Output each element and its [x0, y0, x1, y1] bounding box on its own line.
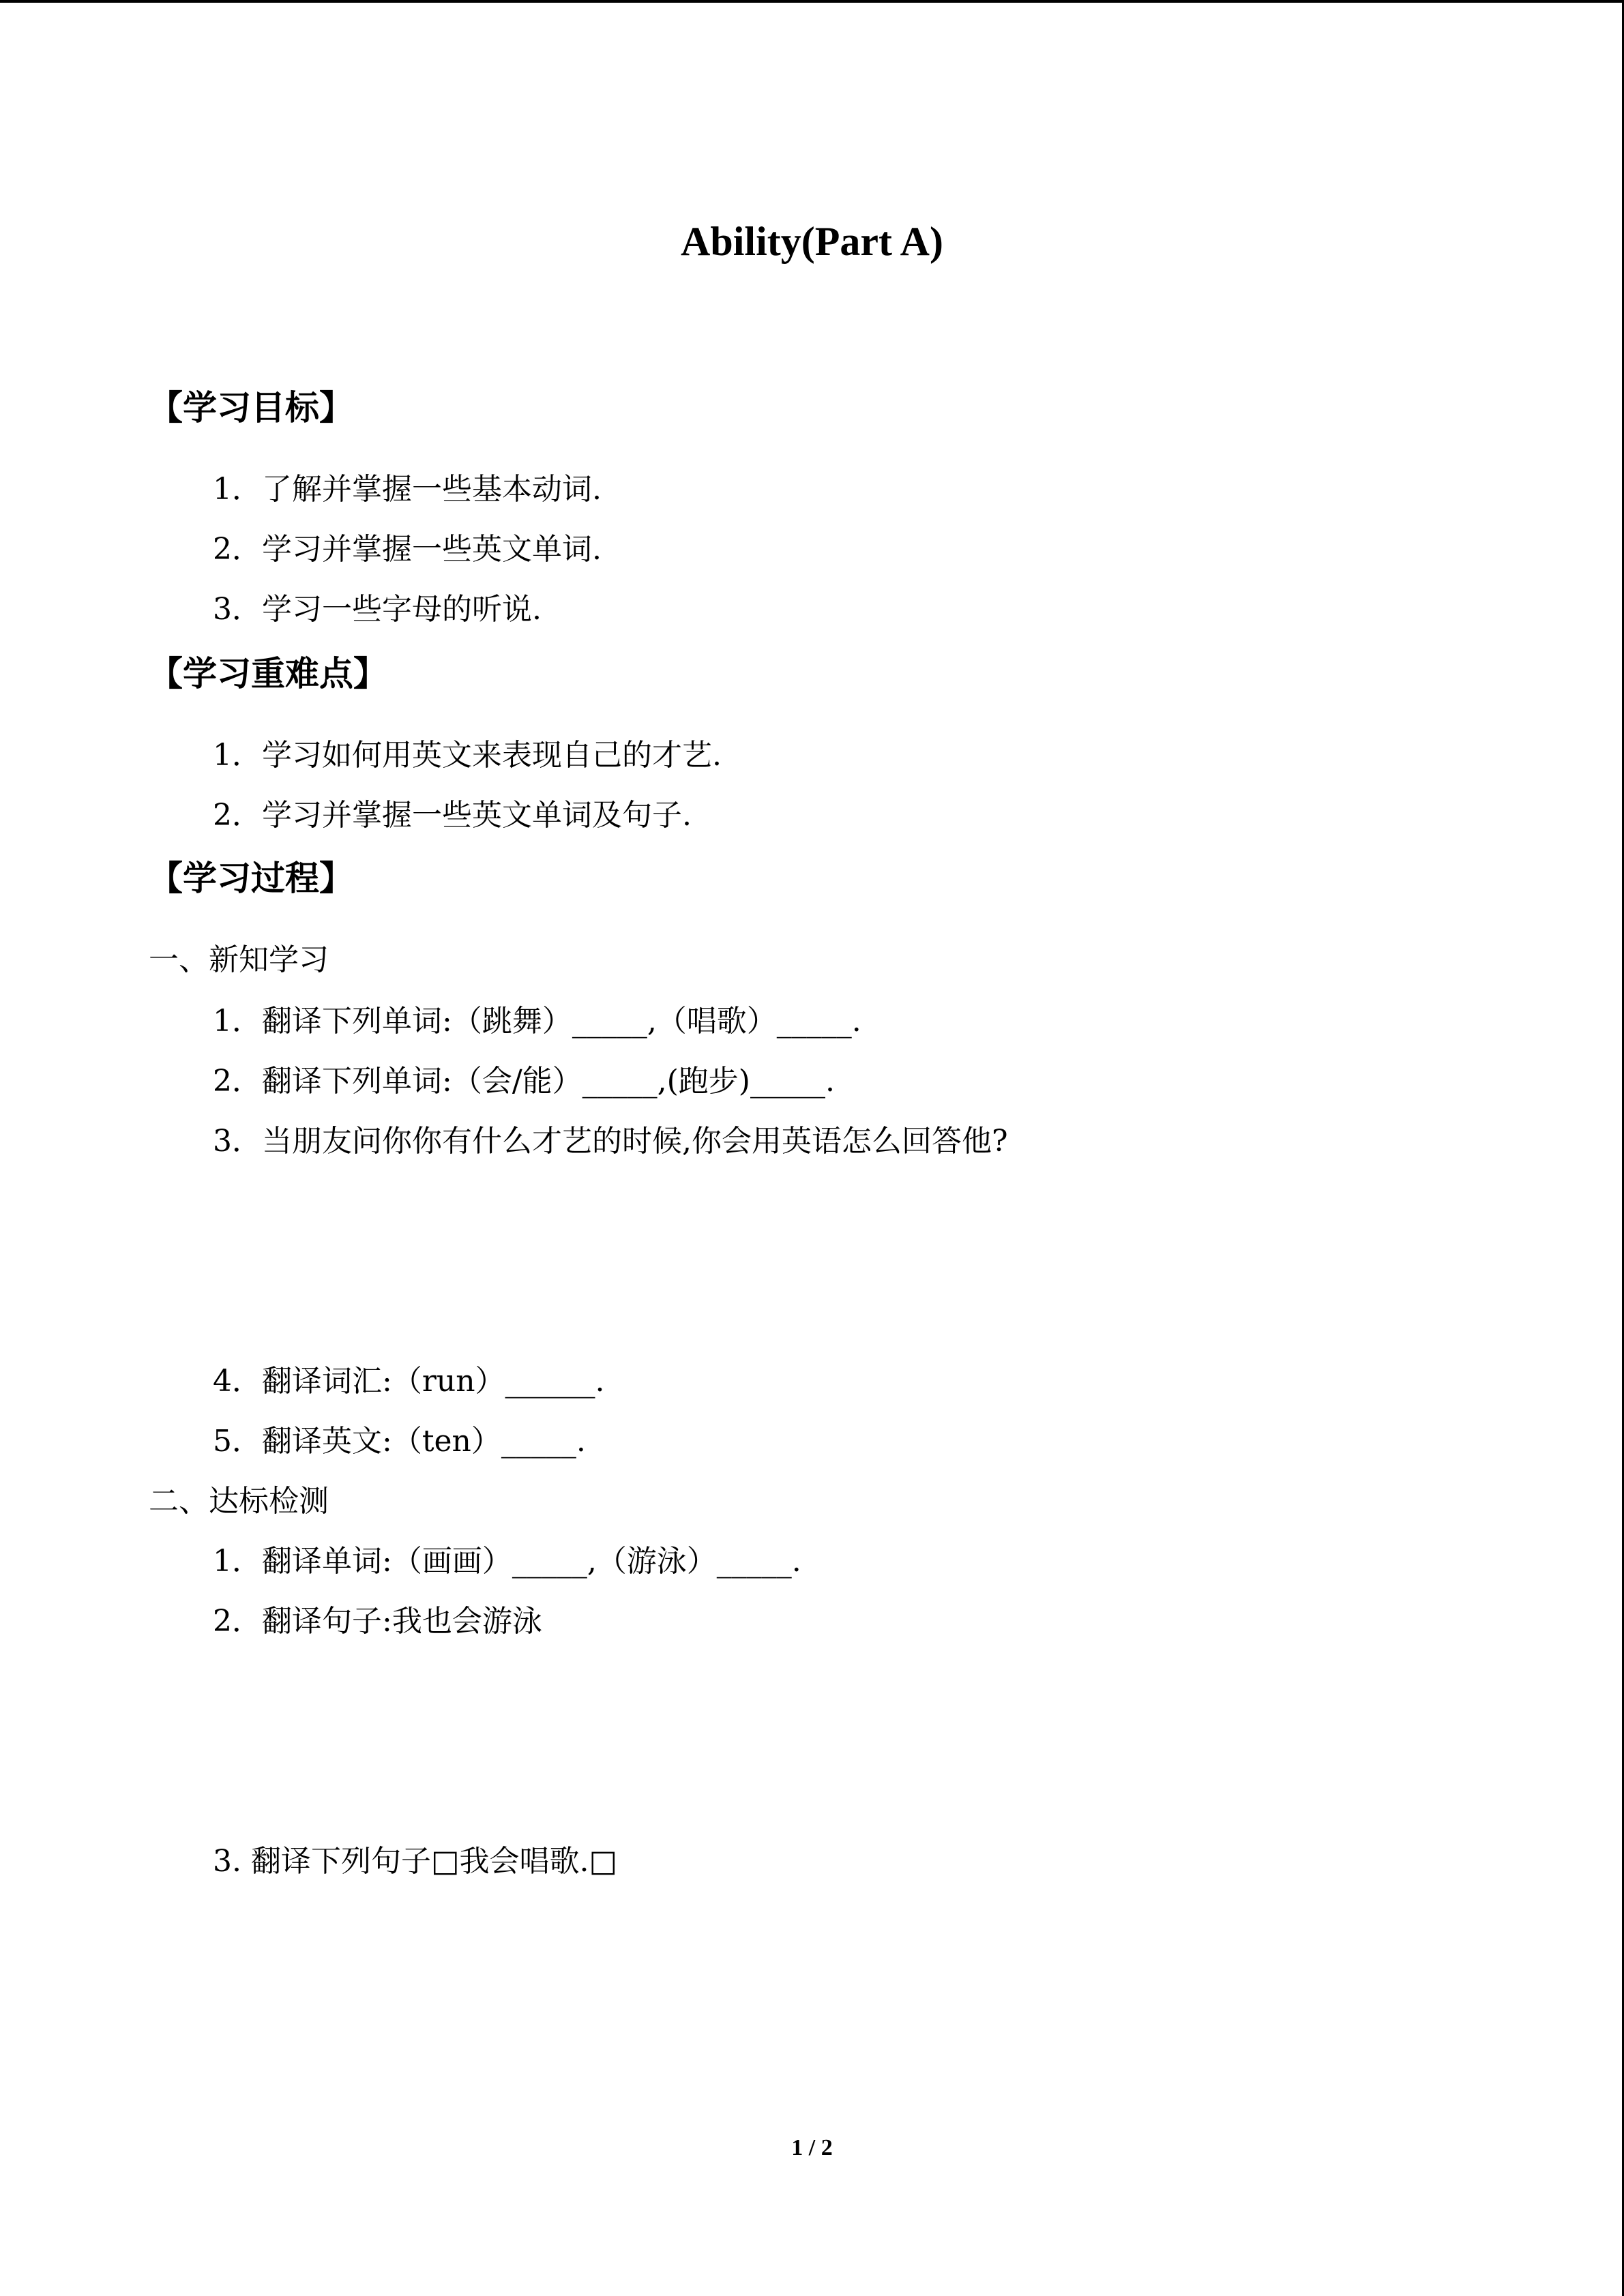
new-knowledge-item-1: 1．翻译下列单词:（跳舞）_____,（唱歌）_____.	[213, 1004, 861, 1039]
objective-item-1: 1．了解并掌握一些基本动词.	[213, 472, 602, 507]
section-heading-key-points: 【学习重难点】	[149, 654, 387, 694]
key-point-item-2: 2．学习并掌握一些英文单词及句子.	[213, 798, 692, 833]
assessment-item-1: 1．翻译单词:（画画）_____,（游泳）_____.	[213, 1544, 801, 1579]
new-knowledge-item-3: 3．当朋友问你你有什么才艺的时候,你会用英语怎么回答他?	[213, 1124, 1008, 1159]
subsection-assessment: 二、达标检测	[149, 1484, 329, 1519]
assessment-item-3: 3. 翻译下列句子□我会唱歌.□	[213, 1844, 618, 1879]
key-point-item-1: 1．学习如何用英文来表现自己的才艺.	[213, 738, 722, 773]
objective-item-2: 2．学习并掌握一些英文单词.	[213, 532, 602, 567]
assessment-item-2: 2．翻译句子:我也会游泳	[213, 1604, 542, 1639]
new-knowledge-item-5: 5．翻译英文:（ten）_____.	[213, 1424, 586, 1459]
new-knowledge-item-2: 2．翻译下列单词:（会/能）_____,(跑步)_____.	[213, 1064, 835, 1099]
page-top-border	[0, 0, 1624, 3]
page-number: 1 / 2	[791, 2135, 833, 2160]
section-heading-process: 【学习过程】	[149, 859, 353, 898]
section-heading-objectives: 【学习目标】	[149, 388, 353, 428]
objective-item-3: 3．学习一些字母的听说.	[213, 592, 542, 627]
subsection-new-knowledge: 一、新知学习	[149, 942, 329, 977]
new-knowledge-item-4: 4．翻译词汇:（run）______.	[213, 1364, 605, 1399]
document-title: Ability(Part A)	[681, 219, 943, 264]
